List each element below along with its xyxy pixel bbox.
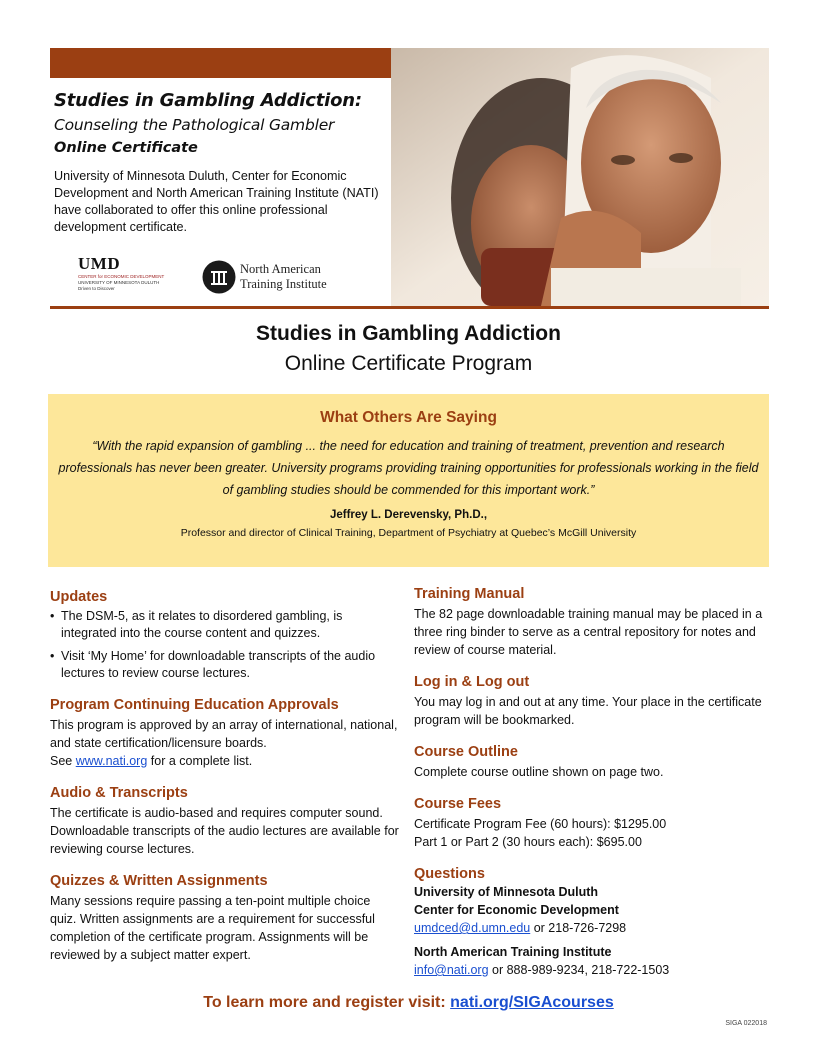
nati-logo-line: Training Institute bbox=[240, 277, 327, 291]
umd-logo-mark: UMD bbox=[78, 254, 121, 273]
questions-org2-contact bbox=[414, 961, 774, 979]
register-link[interactable]: nati.org/SIGAcourses bbox=[450, 994, 614, 1011]
hero-accent-bar bbox=[50, 48, 391, 78]
questions-org1-contact bbox=[414, 919, 774, 937]
testimonial-quote: “With the rapid expansion of gambling ... the need for education and training of treatment, prevention and research professionals has never been greater. University programs providing training opportunities for professionals working in the field of gambling studies should be commended for this important work.” bbox=[58, 439, 759, 497]
fees-line: Part 1 or Part 2 (30 hours each): $695.00 bbox=[414, 835, 642, 849]
umd-phone: or 218-726-7298 bbox=[530, 921, 627, 935]
program-title: Studies in Gambling Addiction bbox=[256, 322, 561, 345]
register-cta bbox=[0, 994, 817, 1012]
nati-logo-name bbox=[240, 262, 327, 292]
questions-org2-name: North American Training Institute bbox=[414, 945, 612, 959]
umd-email-link[interactable]: umdced@d.umn.edu bbox=[414, 921, 531, 935]
left-column bbox=[50, 588, 400, 964]
login-text: You may log in and out at any time. Your place in the certificate program will be bookmarked. bbox=[414, 695, 762, 727]
cta-text: To learn more and register visit: bbox=[203, 994, 451, 1011]
hero-banner bbox=[50, 48, 769, 310]
nati-seal-icon bbox=[202, 260, 236, 294]
fees-heading: Course Fees bbox=[414, 796, 502, 812]
list-item: • The DSM-5, as it relates to disordered gambling, is integrated into the course content and quizzes. bbox=[50, 608, 400, 642]
hero-title: Studies in Gambling Addiction: bbox=[54, 90, 362, 111]
right-column bbox=[414, 585, 774, 979]
login-heading: Log in & Log out bbox=[414, 674, 530, 690]
couple-photo-illustration bbox=[391, 48, 769, 306]
testimonial-author: Jeffrey L. Derevensky, Ph.D., bbox=[329, 509, 488, 521]
updates-list bbox=[50, 608, 400, 682]
approvals-text bbox=[50, 716, 400, 770]
nati-phone: or 888-989-9234, 218-722-1503 bbox=[488, 963, 670, 977]
nati-logo-line: North American bbox=[240, 262, 321, 276]
hero-bottom-rule bbox=[50, 306, 769, 309]
document-code: SIGA 022018 bbox=[725, 1020, 767, 1027]
questions-org1-name: University of Minnesota Duluth bbox=[414, 885, 599, 899]
approvals-heading: Program Continuing Education Approvals bbox=[50, 697, 339, 713]
nati-logo bbox=[202, 260, 372, 296]
audio-heading: Audio & Transcripts bbox=[50, 785, 188, 801]
testimonial-heading: What Others Are Saying bbox=[320, 409, 497, 426]
quizzes-text: Many sessions require passing a ten-point multiple choice quiz. Written assignments are a requirement for successful completion of the certificate program. Assignments will be reviewed by a subject matter expert. bbox=[50, 894, 375, 962]
manual-text: The 82 page downloadable training manual may be placed in a three ring binder to serve as a central repository for notes and review of course material. bbox=[414, 607, 763, 657]
audio-text: The certificate is audio-based and requires computer sound. Downloadable transcripts of the audio lectures are available for reviewing course lectures. bbox=[50, 806, 399, 856]
manual-heading: Training Manual bbox=[414, 586, 525, 602]
list-item: • Visit ‘My Home’ for downloadable transcripts of the audio lectures to review course lectures. bbox=[50, 648, 400, 682]
nati-email-link[interactable]: info@nati.org bbox=[414, 963, 489, 977]
fees-line: Certificate Program Fee (60 hours): $1295.00 bbox=[414, 817, 667, 831]
hero-subtitle: Counseling the Pathological Gambler bbox=[54, 116, 335, 134]
updates-heading: Updates bbox=[50, 589, 108, 605]
hero-certificate-label: Online Certificate bbox=[54, 140, 198, 156]
testimonial-box bbox=[48, 394, 769, 567]
approvals-see-prefix: See bbox=[50, 754, 73, 768]
program-subtitle: Online Certificate Program bbox=[284, 352, 533, 375]
quizzes-heading: Quizzes & Written Assignments bbox=[50, 873, 268, 889]
partner-logos bbox=[78, 254, 378, 298]
outline-text: Complete course outline shown on page two. bbox=[414, 765, 664, 779]
hero-photo bbox=[391, 48, 769, 306]
questions-heading: Questions bbox=[414, 866, 485, 882]
testimonial-role: Professor and director of Clinical Training, Department of Psychiatry at Quebec’s McGill University bbox=[180, 527, 637, 539]
umd-logo-line: UNIVERSITY OF MINNESOTA DULUTH bbox=[78, 280, 160, 285]
hero-description: University of Minnesota Duluth, Center for Economic Development and North American Training Institute (NATI) have collaborated to offer this online professional development certificate. bbox=[54, 169, 379, 234]
questions-org1-dept: Center for Economic Development bbox=[414, 903, 619, 917]
approvals-body: This program is approved by an array of international, national, and state certification/licensure boards. bbox=[50, 718, 398, 750]
umd-logo-line: CENTER for ECONOMIC DEVELOPMENT bbox=[78, 274, 165, 279]
umd-logo-line: Driven to Discover bbox=[78, 286, 115, 291]
hero-text-block bbox=[54, 90, 386, 236]
umd-logo bbox=[78, 254, 178, 292]
nati-website-link[interactable]: www.nati.org bbox=[75, 754, 148, 768]
approvals-see-suffix: for a complete list. bbox=[147, 754, 253, 768]
outline-heading: Course Outline bbox=[414, 744, 518, 760]
